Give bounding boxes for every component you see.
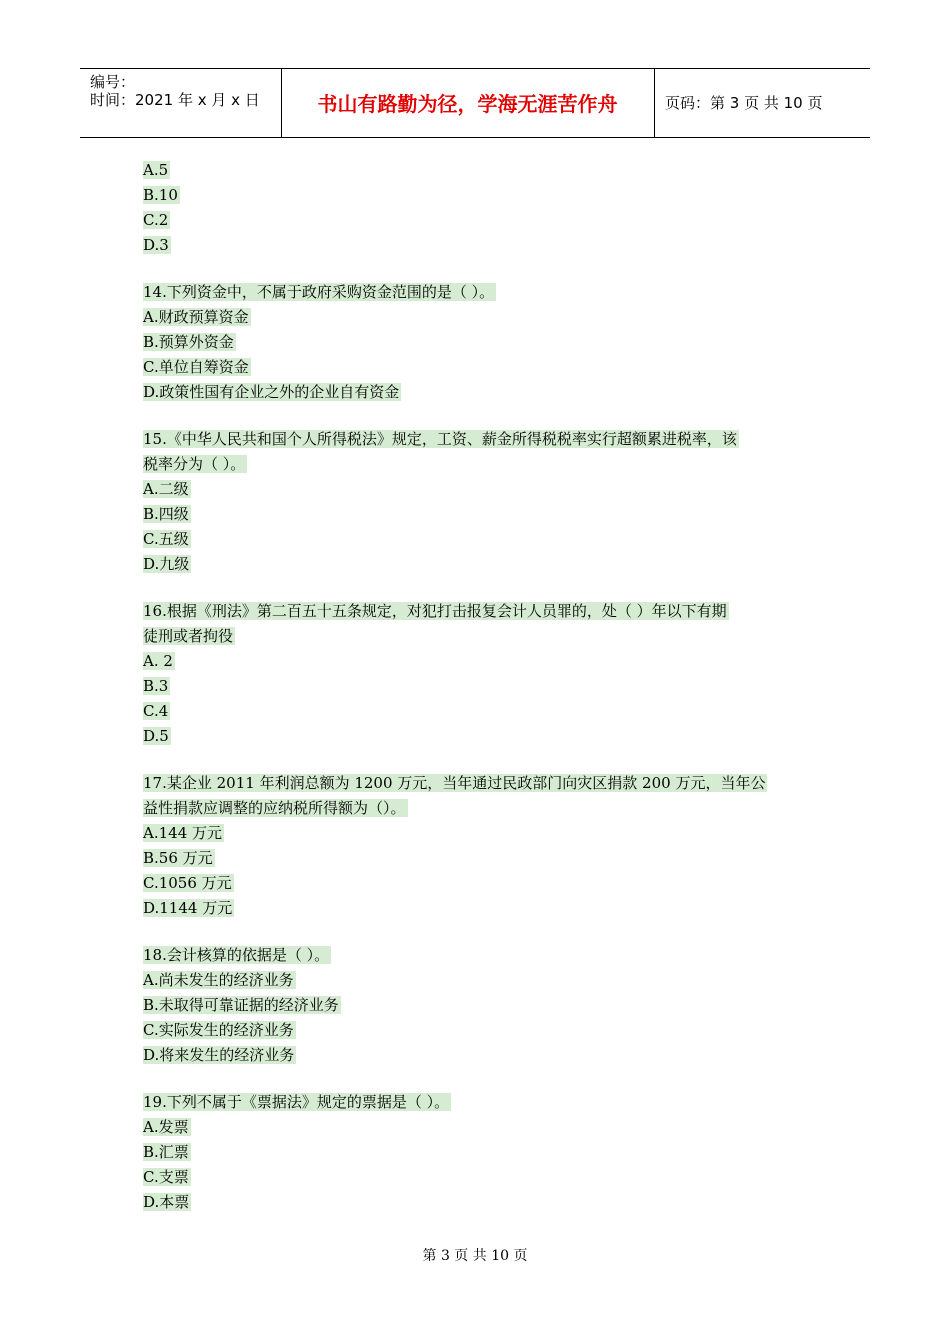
text-line xyxy=(143,821,823,846)
text-line xyxy=(143,1043,823,1068)
question-block xyxy=(143,280,823,405)
text-line xyxy=(143,158,823,183)
highlighted-text: 益性捐款应调整的应纳税所得额为（）。 xyxy=(143,799,406,817)
header-motto-cell xyxy=(281,69,655,137)
question-content xyxy=(143,158,823,1215)
highlighted-text: 17.某企业 2011 年利润总额为 1200 万元，当年通过民政部门向灾区捐款 200 万元，当年公 xyxy=(143,774,766,792)
highlighted-text: C.支票 xyxy=(143,1168,189,1186)
highlighted-text: C.4 xyxy=(143,702,169,720)
header-page-info: 页码：第 3 页 共 10 页 xyxy=(665,94,823,112)
text-line xyxy=(143,846,823,871)
text-line xyxy=(143,552,823,577)
text-line xyxy=(143,724,823,749)
highlighted-text: B.3 xyxy=(143,677,169,695)
motto-text: 书山有路勤为径，学海无涯苦作舟 xyxy=(317,92,618,116)
text-line xyxy=(143,233,823,258)
highlighted-text: D.九级 xyxy=(143,555,190,573)
block-gap xyxy=(143,921,823,943)
number-label: 编号： xyxy=(90,73,136,91)
header-meta-cell xyxy=(80,69,282,137)
highlighted-text: A. 2 xyxy=(143,652,173,670)
block-gap xyxy=(143,405,823,427)
text-line xyxy=(143,943,823,968)
text-line xyxy=(143,208,823,233)
text-line xyxy=(143,330,823,355)
highlighted-text: D.5 xyxy=(143,727,169,745)
highlighted-text: 18.会计核算的依据是（ ）。 xyxy=(143,946,330,964)
highlighted-text: D.政策性国有企业之外的企业自有资金 xyxy=(143,383,400,401)
highlighted-text: B.未取得可靠证据的经济业务 xyxy=(143,996,339,1014)
highlighted-text: C.五级 xyxy=(143,530,189,548)
text-line xyxy=(143,183,823,208)
highlighted-text: 14.下列资金中，不属于政府采购资金范围的是（ ）。 xyxy=(143,283,495,301)
question-block xyxy=(143,943,823,1068)
text-line xyxy=(143,968,823,993)
text-line xyxy=(143,796,823,821)
highlighted-text: B.56 万元 xyxy=(143,849,213,867)
text-line xyxy=(143,699,823,724)
text-line xyxy=(143,624,823,649)
block-gap xyxy=(143,258,823,280)
highlighted-text: D.本票 xyxy=(143,1193,190,1211)
highlighted-text: C.单位自筹资金 xyxy=(143,358,249,376)
highlighted-text: D.1144 万元 xyxy=(143,899,233,917)
page-header xyxy=(80,68,870,138)
highlighted-text: D.将来发生的经济业务 xyxy=(143,1046,295,1064)
highlighted-text: 税率分为（ ）。 xyxy=(143,455,246,473)
text-line xyxy=(143,380,823,405)
text-line xyxy=(143,649,823,674)
text-line xyxy=(143,1090,823,1115)
highlighted-text: B.汇票 xyxy=(143,1143,189,1161)
text-line xyxy=(143,1140,823,1165)
text-line xyxy=(143,1018,823,1043)
block-gap xyxy=(143,749,823,771)
text-line xyxy=(143,427,823,452)
question-block xyxy=(143,771,823,921)
header-page-cell xyxy=(655,69,870,137)
text-line xyxy=(143,674,823,699)
highlighted-text: B.预算外资金 xyxy=(143,333,234,351)
text-line xyxy=(143,599,823,624)
highlighted-text: 16.根据《刑法》第二百五十五条规定，对犯打击报复会计人员罪的，处（ ）年以下有期 xyxy=(143,602,727,620)
text-line xyxy=(143,477,823,502)
text-line xyxy=(143,280,823,305)
block-gap xyxy=(143,1068,823,1090)
text-line xyxy=(143,993,823,1018)
highlighted-text: 15.《中华人民共和国个人所得税法》规定，工资、薪金所得税税率实行超额累进税率，该 xyxy=(143,430,737,448)
text-line xyxy=(143,896,823,921)
text-line xyxy=(143,1165,823,1190)
question-block xyxy=(143,1090,823,1215)
page-footer: 第 3 页 共 10 页 xyxy=(422,1248,528,1264)
question-block xyxy=(143,158,823,258)
text-line xyxy=(143,1190,823,1215)
text-line xyxy=(143,305,823,330)
highlighted-text: C.实际发生的经济业务 xyxy=(143,1021,294,1039)
question-block xyxy=(143,427,823,577)
highlighted-text: A.发票 xyxy=(143,1118,189,1136)
highlighted-text: A.144 万元 xyxy=(143,824,222,842)
text-line xyxy=(143,1115,823,1140)
highlighted-text: A.尚未发生的经济业务 xyxy=(143,971,294,989)
highlighted-text: 19.下列不属于《票据法》规定的票据是（ ）。 xyxy=(143,1093,450,1111)
highlighted-text: C.1056 万元 xyxy=(143,874,232,892)
question-block xyxy=(143,599,823,749)
text-line xyxy=(143,527,823,552)
highlighted-text: A.财政预算资金 xyxy=(143,308,249,326)
text-line xyxy=(143,355,823,380)
highlighted-text: A.二级 xyxy=(143,480,189,498)
highlighted-text: A.5 xyxy=(143,161,169,179)
highlighted-text: B.四级 xyxy=(143,505,189,523)
text-line xyxy=(143,502,823,527)
highlighted-text: B.10 xyxy=(143,186,178,204)
block-gap xyxy=(143,577,823,599)
text-line xyxy=(143,771,823,796)
highlighted-text: C.2 xyxy=(143,211,169,229)
text-line xyxy=(143,452,823,477)
highlighted-text: D.3 xyxy=(143,236,169,254)
text-line xyxy=(143,871,823,896)
highlighted-text: 徒刑或者拘役 xyxy=(143,627,234,645)
date-label: 时间：2021 年 x 月 x 日 xyxy=(90,91,260,109)
